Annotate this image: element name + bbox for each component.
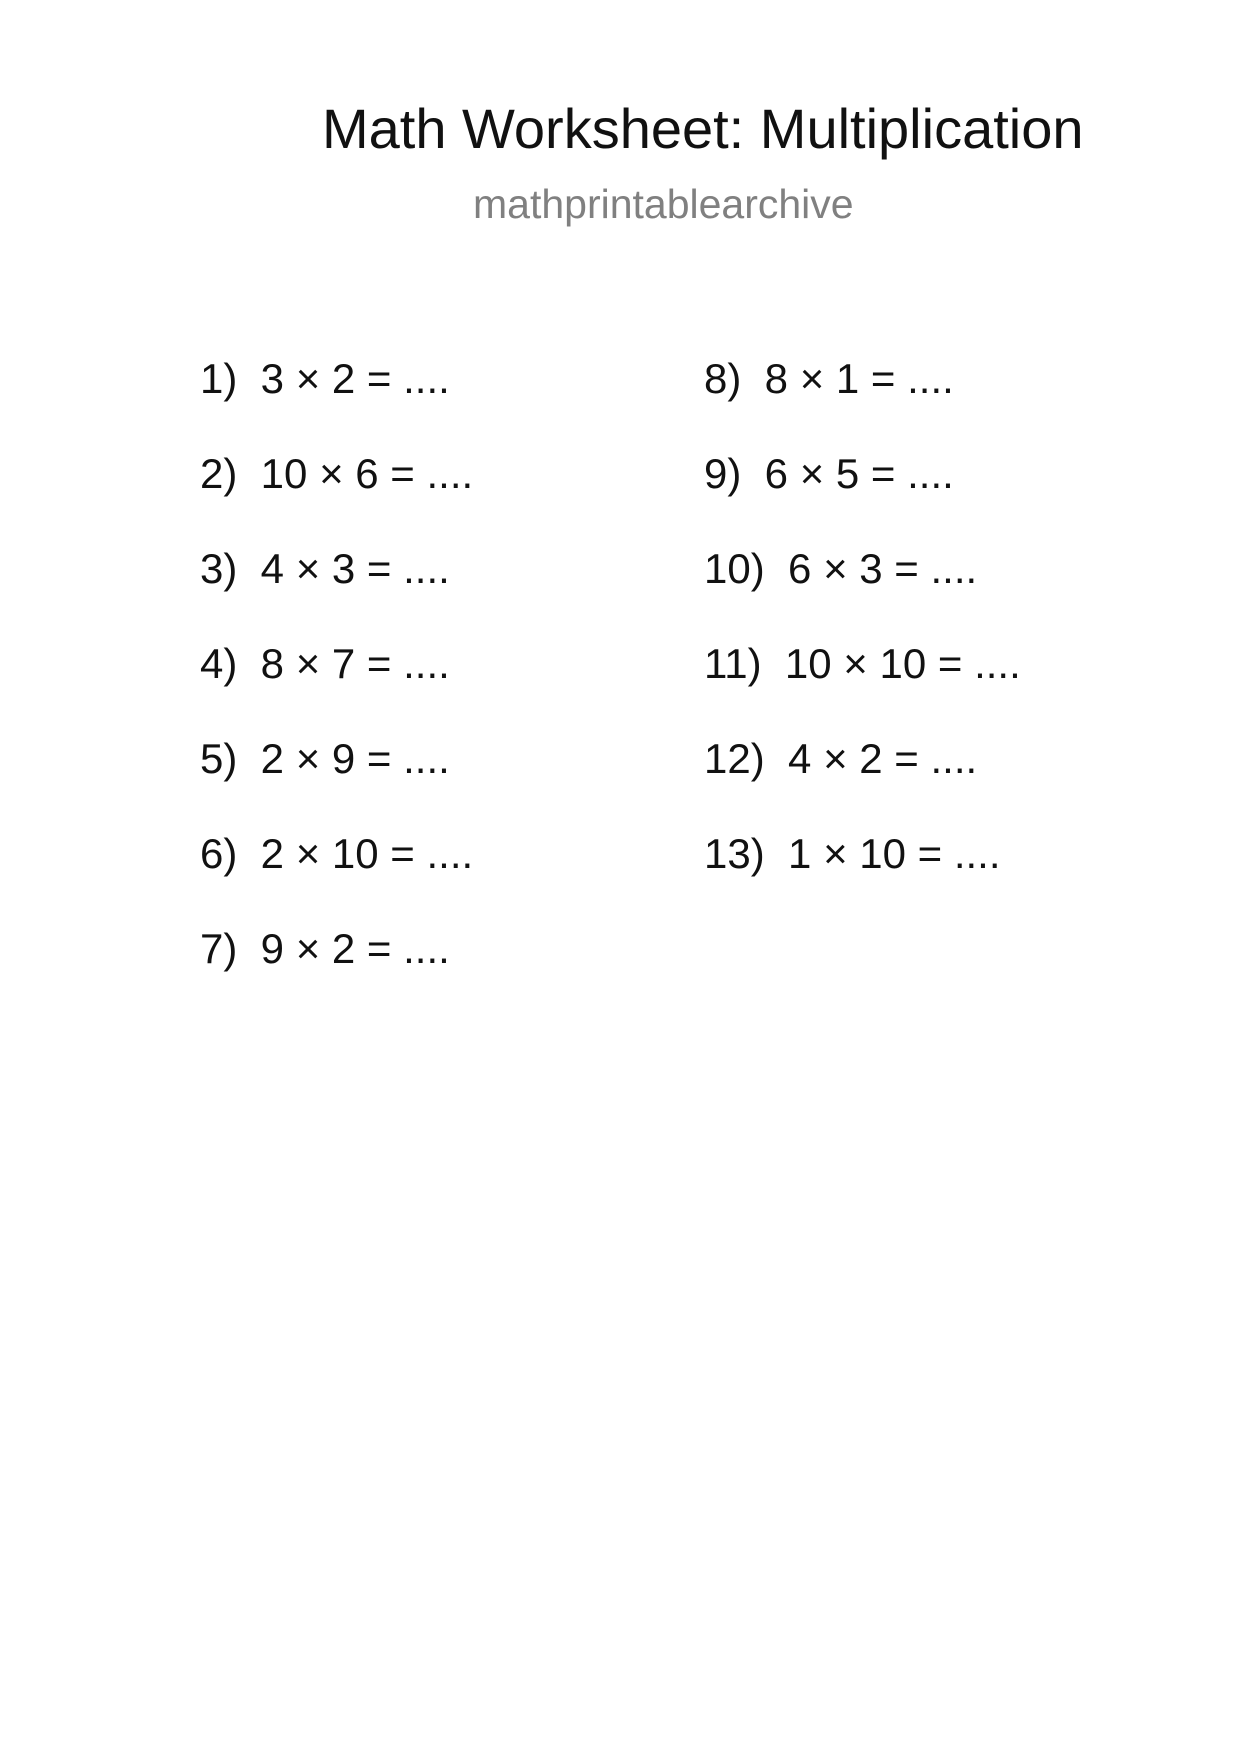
problem-8: 8) 8 × 1 = .... bbox=[704, 355, 954, 402]
worksheet-subtitle: mathprintablearchive bbox=[473, 181, 854, 227]
problem-3: 3) 4 × 3 = .... bbox=[200, 545, 450, 592]
problem-10: 10) 6 × 3 = .... bbox=[704, 545, 978, 592]
problem-9: 9) 6 × 5 = .... bbox=[704, 450, 954, 497]
worksheet-title: Math Worksheet: Multiplication bbox=[322, 97, 1084, 160]
problem-13: 13) 1 × 10 = .... bbox=[704, 830, 1001, 877]
problem-11: 11) 10 × 10 = .... bbox=[704, 640, 1021, 687]
problem-column-left bbox=[200, 355, 473, 1020]
problem-2: 2) 10 × 6 = .... bbox=[200, 450, 474, 497]
problem-column-right bbox=[704, 355, 1021, 925]
problem-6: 6) 2 × 10 = .... bbox=[200, 830, 474, 877]
problem-4: 4) 8 × 7 = .... bbox=[200, 640, 450, 687]
problem-12: 12) 4 × 2 = .... bbox=[704, 735, 978, 782]
problem-5: 5) 2 × 9 = .... bbox=[200, 735, 450, 782]
problem-7: 7) 9 × 2 = .... bbox=[200, 925, 450, 972]
problem-1: 1) 3 × 2 = .... bbox=[200, 355, 450, 402]
